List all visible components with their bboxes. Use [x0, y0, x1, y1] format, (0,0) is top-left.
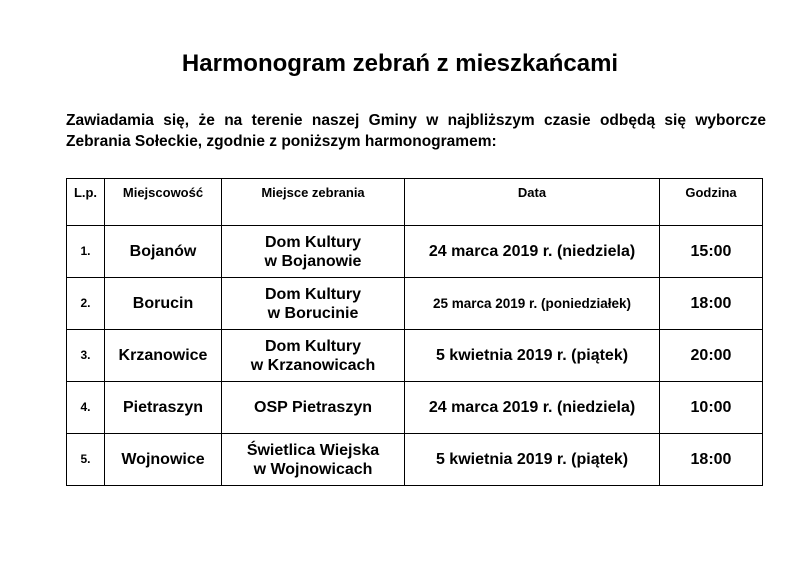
row-town: Borucin: [105, 278, 222, 330]
schedule-table: [66, 178, 763, 486]
row-venue: [222, 226, 405, 278]
row-number: 1.: [67, 226, 105, 278]
row-date: 25 marca 2019 r. (poniedziałek): [405, 278, 660, 330]
row-venue: [222, 382, 405, 434]
venue-line: w Bojanowie: [264, 252, 362, 270]
row-time: 20:00: [660, 330, 763, 382]
row-number: 2.: [67, 278, 105, 330]
table-header-row: [67, 179, 763, 226]
table-row: [67, 226, 763, 278]
row-town: Krzanowice: [105, 330, 222, 382]
row-time: 10:00: [660, 382, 763, 434]
row-date: 24 marca 2019 r. (niedziela): [405, 226, 660, 278]
venue-line: w Krzanowicach: [250, 356, 376, 374]
row-number: 5.: [67, 434, 105, 486]
row-date: 5 kwietnia 2019 r. (piątek): [405, 330, 660, 382]
intro-paragraph: Zawiadamia się, że na terenie naszej Gminy w najbliższym czasie odbędą się wyborcze Zebrania Sołeckie, zgodnie z poniższym harmonogramem:: [66, 112, 766, 150]
row-town: Pietraszyn: [105, 382, 222, 434]
row-venue: [222, 330, 405, 382]
page-title: Harmonogram zebrań z mieszkańcami: [181, 50, 619, 77]
table-row: [67, 382, 763, 434]
table-row: [67, 278, 763, 330]
header-venue: Miejsce zebrania: [222, 179, 405, 226]
venue-line: w Wojnowicach: [253, 460, 373, 478]
row-venue: [222, 278, 405, 330]
header-time: Godzina: [660, 179, 763, 226]
row-date: 5 kwietnia 2019 r. (piątek): [405, 434, 660, 486]
header-date: Data: [405, 179, 660, 226]
header-lp: L.p.: [67, 179, 105, 226]
header-town: Miejscowość: [105, 179, 222, 226]
row-time: 18:00: [660, 278, 763, 330]
row-date: 24 marca 2019 r. (niedziela): [405, 382, 660, 434]
venue-line: Dom Kultury: [265, 233, 361, 251]
venue-line: w Borucinie: [267, 304, 359, 322]
venue-line: Dom Kultury: [265, 337, 361, 355]
row-number: 3.: [67, 330, 105, 382]
venue-line: OSP Pietraszyn: [254, 399, 372, 416]
row-time: 18:00: [660, 434, 763, 486]
row-venue: [222, 434, 405, 486]
row-number: 4.: [67, 382, 105, 434]
venue-line: Dom Kultury: [265, 285, 361, 303]
row-town: Wojnowice: [105, 434, 222, 486]
row-time: 15:00: [660, 226, 763, 278]
table-row: [67, 434, 763, 486]
table-row: [67, 330, 763, 382]
venue-line: Świetlica Wiejska: [246, 441, 380, 459]
row-town: Bojanów: [105, 226, 222, 278]
